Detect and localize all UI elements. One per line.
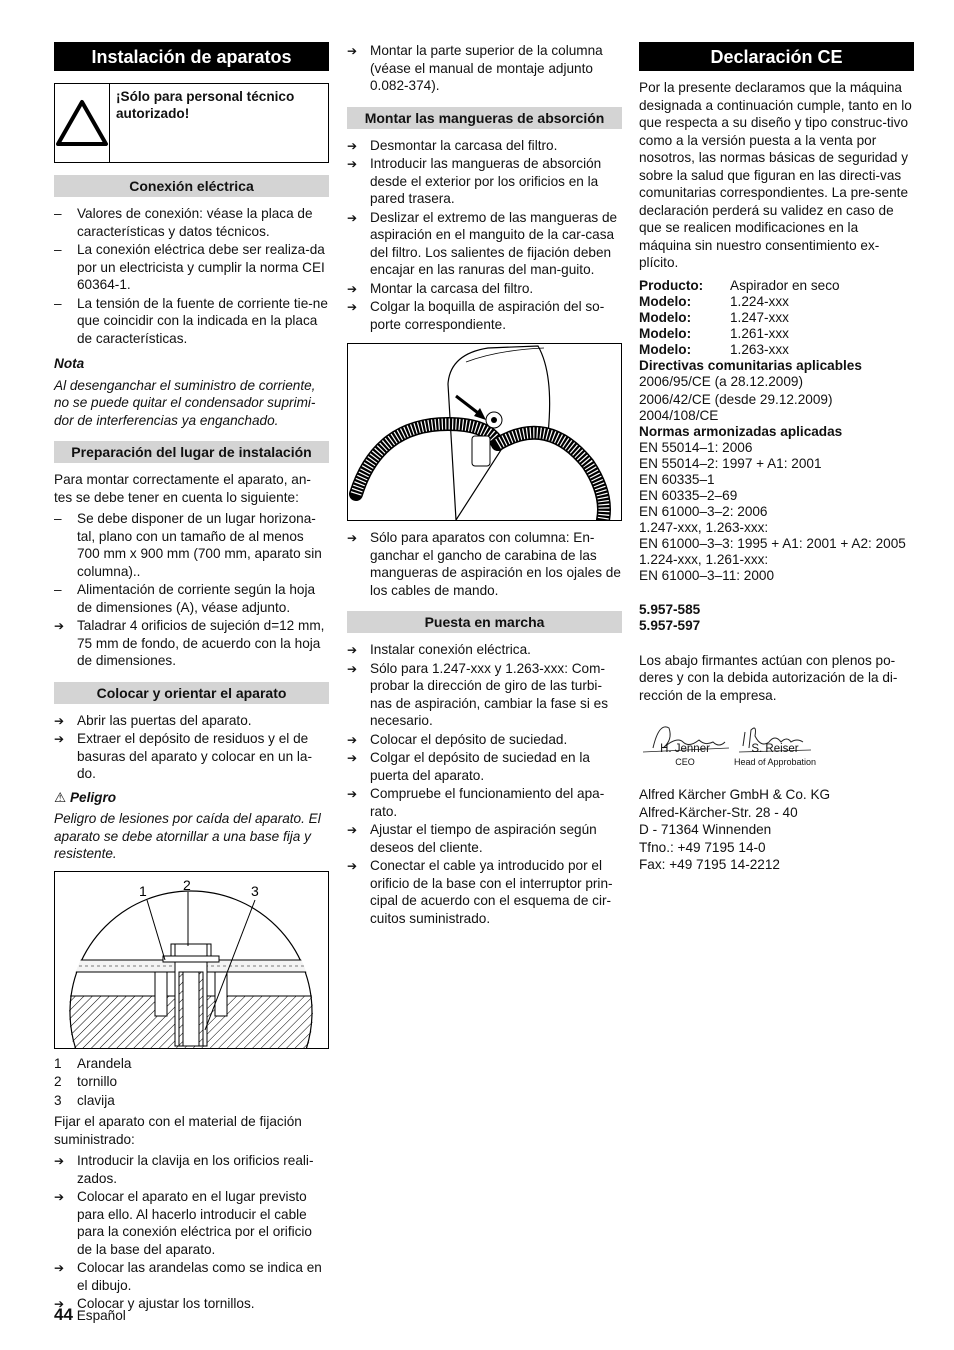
directiva: 2004/108/CE	[639, 407, 719, 423]
list-item: – Valores de conexión: véase la placa de características y datos técnicos.	[54, 205, 329, 240]
norma: EN 61000–3–3: 1995 + A1: 2001 + A2: 2005	[639, 535, 906, 551]
mangueras-list	[347, 137, 622, 334]
danger-text: Peligro de lesiones por caída del aparato. El aparato se debe atornillar a una base fija y resistente.	[54, 811, 321, 861]
norma: EN 61000–3–11: 2000	[639, 567, 775, 583]
puesta-list	[347, 641, 622, 927]
norma: 1.224-xxx, 1.261-xxx:	[639, 551, 769, 567]
colocar-list	[54, 712, 329, 783]
signer-1: H. Jenner CEO	[660, 743, 710, 767]
hose-drawing	[348, 344, 621, 520]
section-title-installation: Instalación de aparatos	[54, 42, 329, 71]
preparacion-intro: Para montar correctamente el aparato, an-tes se debe tener en cuenta lo siguiente:	[54, 472, 311, 505]
product-specs	[639, 278, 914, 358]
danger-label: ⚠ Peligro	[54, 789, 117, 805]
list-item: ➔ Colgar la boquilla de aspiración del so-porte correspondiente.	[347, 298, 622, 333]
callout-3: 3	[251, 882, 259, 899]
declaration-intro: Por la presente declaramos que la máquina designada a continuación cumple, tanto en lo que respecta a su diseño y tipo construc-tivo como a la versión puesta a la venta por nosotros, las normas básicas de seguridad y sobre la salud que figuran en las directi-vas comunitarias correspondientes. La pre-sente declaración perderá su validez en caso de que se realicen modificaciones en la máquina sin nuestro consentimiento ex-plícito.	[639, 80, 912, 270]
footer-language: Español	[76, 1308, 126, 1323]
column-middle	[347, 42, 622, 931]
norma: EN 60335–1	[639, 471, 715, 487]
list-item: – Alimentación de corriente según la hoja de dimensiones (A), véase adjunto.	[54, 581, 329, 616]
list-item: ➔ Colgar el depósito de suciedad en la puerta del aparato.	[347, 749, 622, 784]
list-item: ➔ Abrir las puertas del aparato.	[54, 712, 329, 730]
list-item: ➔ Extraer el depósito de residuos y el de basuras del aparato y colocar en un la-do.	[54, 730, 329, 783]
warning-text: ¡Sólo para personal técnico autorizado!	[116, 89, 295, 121]
list-item: ➔ Conectar el cable ya introducido por el orificio de la base con el interruptor prin-cipal de acuerdo con el esquema de cir-cuitos suministrado.	[347, 857, 622, 927]
anchoring-drawing	[55, 872, 328, 1048]
fix-intro: Fijar el aparato con el material de fijación suministrado:	[54, 1114, 302, 1147]
spec-row: Modelo: 1.261-xxx	[639, 325, 789, 341]
callout-1: 1	[139, 882, 147, 899]
conexion-list	[54, 205, 329, 347]
product-codes	[639, 602, 914, 634]
signers-text: Los abajo firmantes actúan con plenos po-deres y con la debida autorización de la di-rección de la empresa.	[639, 652, 898, 703]
normas-list	[639, 440, 914, 584]
list-item: ➔ Ajustar el tiempo de aspiración según deseos del cliente.	[347, 821, 622, 856]
list-item: ➔ Compruebe el funcionamiento del apa-rato.	[347, 785, 622, 820]
normas-label: Normas armonizadas aplicadas	[639, 423, 843, 439]
list-item: ➔ Montar la carcasa del filtro.	[347, 280, 622, 298]
heading-puesta: Puesta en marcha	[347, 611, 622, 633]
list-item: – La conexión eléctrica debe ser realiza-da por un electricista y cumplir la norma CEI 60364-1.	[54, 241, 329, 294]
spec-row: Modelo: 1.224-xxx	[639, 293, 789, 309]
list-item: ➔ Introducir la clavija en los orificios reali-zados.	[54, 1152, 329, 1187]
warning-triangle-icon	[55, 84, 110, 162]
list-item: ➔ Colocar el aparato en el lugar previsto para ello. Al hacerlo introducir el cable para la conexión eléctrica por el orificio de la base del aparato.	[54, 1188, 329, 1258]
list-item: – Se debe disponer de un lugar horizona-tal, plano con un tamaño de al menos 700 mm x 900 mm (700 mm, aparato sin columna)..	[54, 510, 329, 580]
section-title-declaracion: Declaración CE	[639, 42, 914, 71]
list-item: ➔ Desmontar la carcasa del filtro.	[347, 137, 622, 155]
norma: 1.247-xxx, 1.263-xxx:	[639, 519, 769, 535]
spec-row: Producto: Aspirador en seco	[639, 277, 840, 293]
callout-2: 2	[183, 876, 191, 893]
list-item: ➔ Sólo para aparatos con columna: En-ganchar el gancho de carabina de las mangueras de aspiración en los ojales de los cables de mando.	[347, 529, 622, 599]
directivas-list	[639, 374, 914, 424]
norma: EN 60335–2–69	[639, 487, 738, 503]
heading-mangueras: Montar las mangueras de absorción	[347, 107, 622, 129]
directivas-label: Directivas comunitarias aplicables	[639, 357, 862, 373]
list-item: ➔ Introducir las mangueras de absorción desde el exterior por los orificios en la pared trasera.	[347, 155, 622, 208]
preparacion-list	[54, 510, 329, 670]
list-item: ➔ Montar la parte superior de la columna (véase el manual de montaje adjunto 0.082-374).	[347, 42, 622, 95]
danger-triangle-icon: ⚠	[54, 789, 67, 805]
company-address: Alfred Kärcher GmbH & Co. KG Alfred-Kärcher-Str. 28 - 40 D - 71364 Winnenden Tfno.: +49 7195 14-0 Fax: +49 7195 14-2212	[639, 787, 831, 872]
figure-legend	[54, 1055, 329, 1110]
legend-item: 1 Arandela	[54, 1055, 132, 1071]
list-item: ➔ Deslizar el extremo de las mangueras de aspiración en el manguito de la car-casa del filtro. Los salientes de fijación deben encajar en las ranuras del man-guito.	[347, 209, 622, 279]
list-item: ➔ Colocar y ajustar los tornillos.	[54, 1295, 329, 1313]
note-text: Al desenganchar el suministro de corriente, no se puede quitar el condensador suprimi-dor de interferencias ya enganchado.	[54, 377, 316, 428]
spec-row: Modelo: 1.247-xxx	[639, 309, 789, 325]
list-item: – La tensión de la fuente de corriente tie-ne que coincidir con la indicada en la placa de características.	[54, 295, 329, 348]
norma: EN 55014–1: 2006	[639, 439, 753, 455]
list-item: ➔ Taladrar 4 orificios de sujeción d=12 mm, 75 mm de fondo, de acuerdo con la hoja de dimensiones.	[54, 617, 329, 670]
list-item: ➔ Colocar el depósito de suciedad.	[347, 731, 622, 749]
list-item: ➔ Sólo para 1.247-xxx y 1.263-xxx: Com-probar la dirección de giro de las turbi-nas de aspiración, cambiar la fase si es necesario.	[347, 660, 622, 730]
figure-anchoring	[54, 871, 329, 1049]
legend-item: 2 tornillo	[54, 1074, 118, 1089]
column-right	[639, 42, 914, 874]
list-item: ➔ Instalar conexión eléctrica.	[347, 641, 622, 659]
heading-colocar: Colocar y orientar el aparato	[54, 682, 329, 704]
list-item: ➔ Colocar las arandelas como se indica en el dibujo.	[54, 1259, 329, 1294]
warning-box	[54, 83, 329, 163]
norma: EN 61000–3–2: 2006	[639, 503, 768, 519]
page-number: 44	[54, 1305, 73, 1324]
directiva: 2006/42/CE (desde 29.12.2009)	[639, 391, 833, 407]
directiva: 2006/95/CE (a 28.12.2009)	[639, 373, 804, 389]
signer-2: S. Reiser Head of Approbation	[733, 743, 817, 767]
signatures	[639, 718, 914, 780]
column-left	[54, 42, 329, 1317]
code: 5.957-597	[639, 617, 701, 633]
heading-conexion-electrica: Conexión eléctrica	[54, 175, 329, 197]
top-list	[347, 42, 622, 95]
heading-preparacion: Preparación del lugar de instalación	[54, 441, 329, 463]
code: 5.957-585	[639, 601, 701, 617]
after-figure-list	[347, 529, 622, 599]
norma: EN 55014–2: 1997 + A1: 2001	[639, 455, 822, 471]
spec-row: Modelo: 1.263-xxx	[639, 341, 789, 357]
page-footer	[54, 1306, 126, 1325]
fix-list	[54, 1152, 329, 1313]
note-label: Nota	[54, 356, 85, 371]
legend-item: 3 clavija	[54, 1092, 115, 1108]
figure-hoses	[347, 343, 622, 521]
